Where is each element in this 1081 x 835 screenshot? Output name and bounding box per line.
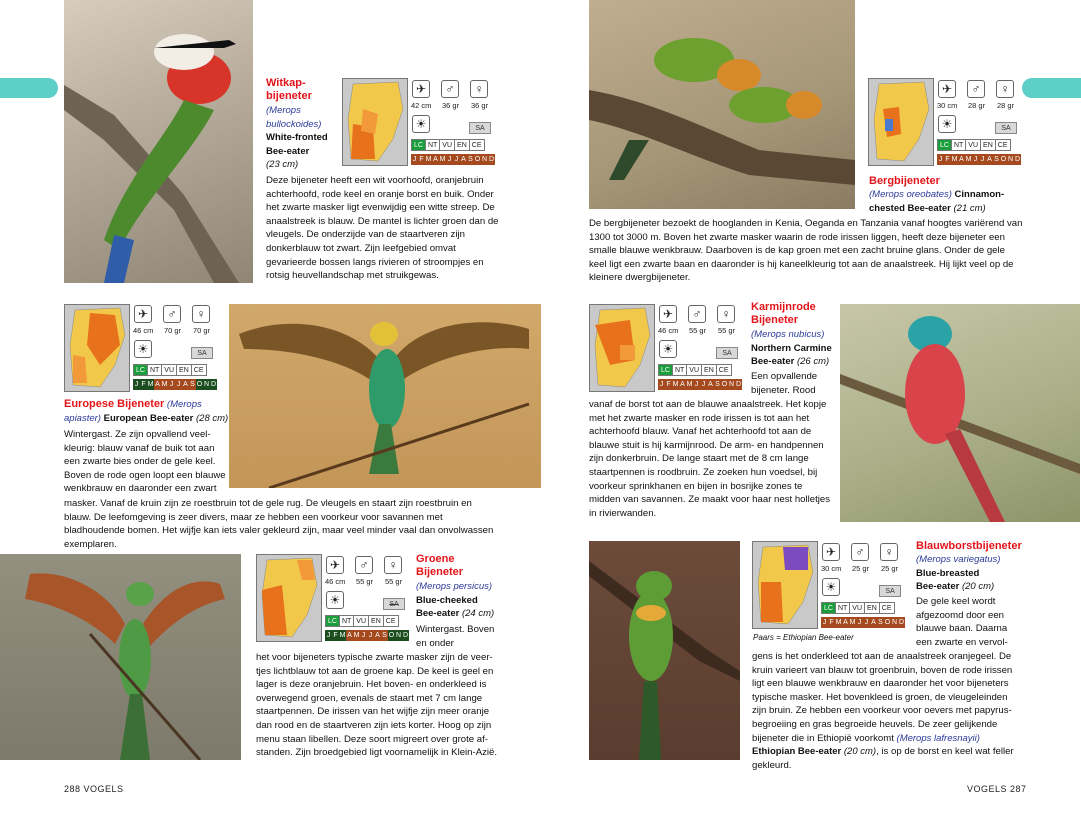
month-12: D — [1014, 156, 1021, 163]
description-groene-b: het voor bijeneters typische zwarte masker zijn de veer-tjes lichtblauw tot aan de groene kap. De keel is geel en lager is deze oranjebruin. Het boven- en onderkleed is overwegend groen, evenals de staart met 7 cm lange staartpennen. De irissen van het wijfje zijn meer oranje dan rood en de staartveren zijn iets korter. Hoog op zijn menu staan libellen. Deze soort migreert over grote af-standen. Zijn broedgebied ligt voornamelijk in Klein-Azië. — [256, 652, 498, 759]
status-lc: LC — [133, 364, 148, 376]
male-weight-value: 28 gr — [968, 101, 986, 110]
range-map-witkap — [342, 78, 408, 166]
description-blauwborst-b-text: gens is het onderkleed tot aan de anaalstreek oranjegeel. De kruin varieert van blauw tot groenbruin, boven de rode irissen ligt een blauwe wenkbrauw en daaronder het voor bijeneters typische masker. Het bovenkleed is groen, de vleugeleinden zijn bruin. Ze hebben een voorkeur voor oevers met papyrus-begroeiing en gras begroeide heuvels. De zeer gelijkende bijeneter die in Ethiopië voorkomt — [752, 651, 1013, 744]
months-groene — [325, 630, 409, 641]
months-karmijn — [658, 379, 742, 390]
status-ce: CE — [716, 364, 732, 376]
month-12: D — [402, 632, 409, 639]
male-icon: ♂ — [688, 305, 706, 323]
wingspan-value: 46 cm — [133, 326, 154, 335]
caption-poars: Paars = Ethiopian Bee-eater — [753, 633, 854, 642]
conservation-status-europese — [133, 364, 206, 376]
month-1: J — [134, 381, 139, 388]
status-ce: CE — [879, 602, 895, 614]
month-10: O — [1000, 156, 1007, 163]
month-6: J — [973, 156, 978, 163]
status-ce: CE — [995, 139, 1011, 151]
berg-names-row — [869, 188, 1019, 202]
status-vu: VU — [686, 364, 702, 376]
body-length: (20 cm) — [961, 581, 995, 593]
wingspan-icon: ✈ — [659, 305, 677, 323]
month-5: M — [353, 632, 360, 639]
scientific-name: (Merops persicus) — [416, 581, 493, 592]
wingspan-value: 42 cm — [411, 101, 432, 110]
status-en: EN — [176, 364, 192, 376]
body-length: (24 cm) — [461, 608, 495, 620]
title-line-1: Groene — [416, 553, 455, 565]
species-title-witkap — [266, 77, 312, 103]
conservation-status-witkap — [411, 139, 484, 151]
month-12: D — [210, 381, 217, 388]
description-karmijn-b: vanaf de borst tot aan de blauwe anaalstreek. Het kopje met het zwarte masker en rode irissen is tot aan het achterhoofd blauw. Vanaf het achterhoofd tot aan de blauwe stuit is hij karmijnrood. De arm- en handpennen zijn donkerbruin. De lange staart met de 8 cm lange staartpennen is roodbruin. Ze zoeken hun voedsel, bij voorkeur sprinkhanen en bijen in bosrijke zones te midden van savannen. Ze maakt voor haar nest holletjes in rivierwanden. — [589, 399, 831, 519]
body-length: (26 cm) — [796, 356, 830, 368]
month-4: A — [680, 381, 685, 388]
range-map-groene — [256, 554, 322, 642]
description-karmijn-a: Een opvallende bijeneter. Rood — [751, 371, 818, 396]
month-8: A — [375, 632, 380, 639]
wingspan-icon: ✈ — [326, 556, 344, 574]
wingspan-value: 46 cm — [325, 577, 346, 586]
month-3: M — [339, 632, 346, 639]
month-1: J — [326, 632, 331, 639]
sun-icon: ☀ — [822, 578, 840, 596]
species-header-europese — [64, 398, 229, 425]
month-1: J — [938, 156, 943, 163]
bird-illustration — [229, 304, 541, 488]
month-10: O — [884, 619, 891, 626]
english-name: European Bee-eater — [103, 412, 194, 424]
english-name-2-row — [916, 580, 1026, 594]
female-weight-value: 55 gr — [718, 326, 736, 335]
month-3: M — [835, 619, 842, 626]
footer-left: 288 VOGELS — [64, 784, 124, 794]
chapter-tab-right — [1022, 78, 1081, 98]
sa-label: SA — [469, 122, 491, 134]
month-4: A — [347, 632, 352, 639]
body-length: (28 cm) — [196, 412, 229, 424]
wingspan-icon: ✈ — [822, 543, 840, 561]
sa-label: SA — [191, 347, 213, 359]
photo-blauwborstbijeneter — [589, 541, 740, 760]
status-vu: VU — [439, 139, 455, 151]
wingspan-value: 46 cm — [658, 326, 679, 335]
description-blauwborst-end: , is op de borst en keel wat feller gekleurd. — [752, 746, 1014, 771]
female-icon: ♀ — [384, 556, 402, 574]
month-7: J — [454, 156, 459, 163]
map-shape — [753, 542, 817, 628]
female-weight-value: 28 gr — [997, 101, 1015, 110]
species-header-blauwborst — [916, 540, 1026, 594]
months-blauwborst — [821, 617, 905, 628]
month-3: M — [147, 381, 154, 388]
map-shape — [343, 79, 407, 165]
conservation-status-berg — [937, 139, 1010, 151]
female-icon: ♀ — [996, 80, 1014, 98]
month-11: N — [395, 632, 402, 639]
male-weight-value: 70 gr — [164, 326, 182, 335]
month-9: S — [190, 381, 195, 388]
month-12: D — [488, 156, 495, 163]
status-lc: LC — [821, 602, 836, 614]
species-header-berg — [869, 175, 1019, 215]
male-weight-value: 36 gr — [442, 101, 460, 110]
sa-label: SA — [383, 598, 405, 610]
month-8: A — [708, 381, 713, 388]
title-line-1: Witkap- — [266, 77, 306, 89]
month-6: J — [361, 632, 366, 639]
photo-witkap-bijeneter — [64, 0, 253, 283]
status-lc: LC — [411, 139, 426, 151]
bird-illustration — [589, 0, 855, 209]
berg-names-row-2 — [869, 202, 1019, 216]
map-shape — [65, 305, 129, 391]
month-8: A — [183, 381, 188, 388]
species-names-karmijn — [751, 328, 841, 369]
description-europese-a: Wintergast. Ze zijn opvallend veel-kleurig: blauw vanaf de buik tot aan een zwarte bies onder de gele keel. Boven de rode ogen loopt een blauwe wenkbrauw en daaronder een zwart — [64, 429, 226, 495]
month-10: O — [388, 632, 395, 639]
month-11: N — [1007, 156, 1014, 163]
status-lc: LC — [325, 615, 340, 627]
english-name-2-row — [751, 355, 841, 369]
month-2: F — [333, 632, 338, 639]
month-5: M — [849, 619, 856, 626]
photo-europese-bijeneter — [229, 304, 541, 488]
status-en: EN — [368, 615, 384, 627]
status-nt: NT — [339, 615, 354, 627]
month-9: S — [382, 632, 387, 639]
english-name-2: Bee-eater — [916, 581, 960, 593]
month-2: F — [829, 619, 834, 626]
title-line-2: Bijeneter — [751, 314, 799, 326]
description-groene-a: Wintergast. Boven en onder — [416, 624, 495, 649]
female-icon: ♀ — [470, 80, 488, 98]
month-1: J — [822, 619, 827, 626]
species-title-berg: Bergbijeneter — [869, 175, 940, 187]
conservation-status-groene — [325, 615, 398, 627]
month-2: F — [141, 381, 146, 388]
english-name-2: chested Bee-eater — [869, 202, 951, 214]
male-icon: ♂ — [967, 80, 985, 98]
wingspan-value: 30 cm — [821, 564, 842, 573]
month-7: J — [176, 381, 181, 388]
status-lc: LC — [658, 364, 673, 376]
status-en: EN — [454, 139, 470, 151]
months-witkap — [411, 154, 495, 165]
range-map-karmijn — [589, 304, 655, 392]
month-9: S — [878, 619, 883, 626]
female-weight-value: 25 gr — [881, 564, 899, 573]
status-lc: LC — [937, 139, 952, 151]
male-weight-value: 55 gr — [689, 326, 707, 335]
month-11: N — [728, 381, 735, 388]
conservation-status-karmijn — [658, 364, 731, 376]
male-icon: ♂ — [163, 305, 181, 323]
female-icon: ♀ — [717, 305, 735, 323]
month-7: J — [864, 619, 869, 626]
english-name-2: Bee-eater — [751, 356, 795, 368]
month-9: S — [468, 156, 473, 163]
map-shape — [869, 79, 933, 165]
month-4: A — [433, 156, 438, 163]
map-shape — [590, 305, 654, 391]
conservation-status-blauwborst — [821, 602, 894, 614]
female-weight-value: 36 gr — [471, 101, 489, 110]
description-blauwborst-a: De gele keel wordt afgezoomd door een blauwe baan. Daarna een zwarte en vervol- — [916, 596, 1008, 648]
ethiopian-scientific-name: (Merops lafresnayii) — [896, 732, 980, 744]
month-4: A — [155, 381, 160, 388]
sa-label: SA — [879, 585, 901, 597]
title-line-1: Karmijnrode — [751, 301, 816, 313]
species-names-groene — [416, 580, 506, 621]
female-icon: ♀ — [880, 543, 898, 561]
male-icon: ♂ — [355, 556, 373, 574]
title-line-2: bijeneter — [266, 90, 312, 102]
range-map-berg — [868, 78, 934, 166]
month-7: J — [701, 381, 706, 388]
month-4: A — [843, 619, 848, 626]
english-name: Blue-cheeked — [416, 594, 478, 606]
status-en: EN — [864, 602, 880, 614]
scientific-name: (Merops oreobates) — [869, 189, 952, 200]
month-5: M — [965, 156, 972, 163]
footer-right: VOGELS 287 — [967, 784, 1027, 794]
title-line-2: Bijeneter — [416, 566, 464, 578]
female-weight-value: 55 gr — [385, 577, 403, 586]
month-7: J — [980, 156, 985, 163]
month-5: M — [161, 381, 168, 388]
status-vu: VU — [849, 602, 865, 614]
month-8: A — [987, 156, 992, 163]
scientific-name-2: bullockoides) — [266, 118, 322, 130]
month-11: N — [203, 381, 210, 388]
month-6: J — [694, 381, 699, 388]
wingspan-value: 30 cm — [937, 101, 958, 110]
female-icon: ♀ — [192, 305, 210, 323]
map-shape — [257, 555, 321, 641]
range-map-blauwborst — [752, 541, 818, 629]
photo-groene-bijeneter — [0, 554, 241, 760]
month-10: O — [196, 381, 203, 388]
month-6: J — [169, 381, 174, 388]
month-4: A — [959, 156, 964, 163]
english-name: Blue-breasted — [916, 567, 980, 579]
month-3: M — [672, 381, 679, 388]
ethiopian-body-length: (20 cm) — [843, 746, 877, 758]
species-title-groene — [416, 553, 463, 579]
male-icon: ♂ — [851, 543, 869, 561]
sa-label: SA — [995, 122, 1017, 134]
scientific-name: (Merops variegatus) — [916, 554, 1001, 565]
description-blauwborst-b — [752, 650, 1024, 772]
ethiopian-english-name: Ethiopian Bee-eater — [752, 746, 842, 758]
status-ce: CE — [191, 364, 207, 376]
month-1: J — [659, 381, 664, 388]
months-berg — [937, 154, 1021, 165]
months-europese — [133, 379, 217, 390]
wingspan-icon: ✈ — [938, 80, 956, 98]
status-ce: CE — [469, 139, 485, 151]
month-8: A — [871, 619, 876, 626]
status-nt: NT — [672, 364, 687, 376]
month-2: F — [666, 381, 671, 388]
male-weight-value: 55 gr — [356, 577, 374, 586]
female-weight-value: 70 gr — [193, 326, 211, 335]
photo-bergbijeneter — [589, 0, 855, 209]
month-6: J — [447, 156, 452, 163]
english-name-2: Bee-eater — [266, 145, 310, 157]
status-ce: CE — [383, 615, 399, 627]
status-vu: VU — [353, 615, 369, 627]
wingspan-icon: ✈ — [134, 305, 152, 323]
body-length: (21 cm) — [953, 202, 986, 214]
bird-illustration — [0, 554, 241, 760]
sun-icon: ☀ — [326, 591, 344, 609]
species-title-blauwborst: Blauwborstbijeneter — [916, 540, 1022, 552]
month-9: S — [715, 381, 720, 388]
photo-karmijnrode-bijeneter — [840, 304, 1080, 522]
wingspan-icon: ✈ — [412, 80, 430, 98]
month-6: J — [857, 619, 862, 626]
status-nt: NT — [835, 602, 850, 614]
range-map-europese — [64, 304, 130, 392]
sun-icon: ☀ — [134, 340, 152, 358]
month-12: D — [735, 381, 742, 388]
month-3: M — [425, 156, 432, 163]
male-icon: ♂ — [441, 80, 459, 98]
english-name: White-fronted — [266, 132, 328, 144]
description-berg: De bergbijeneter bezoekt de hooglanden in Kenia, Oeganda en Tanzania vanaf hoogtes variërend van 1300 tot 3000 m. Boven het zwarte masker waarin de rode irissen liggen, heeft deze bijeneter een smalle blauwe wenkbrauw. Daarboven is de kap groen met een zacht bruine glans. Onder de gele keel ligt een zwarte baan en daaronder is hij kaneelkleurig tot aan de anaalstreek. Hij lijkt veel op de kleinere dwergbijeneter. — [589, 218, 1023, 284]
chapter-tab-left — [0, 78, 58, 98]
species-title-europese: Europese Bijeneter — [64, 398, 165, 410]
species-title-karmijn — [751, 301, 816, 327]
month-5: M — [439, 156, 446, 163]
status-nt: NT — [425, 139, 440, 151]
bird-illustration — [840, 304, 1080, 522]
english-name: Cinnamon- — [954, 189, 1005, 200]
month-7: J — [368, 632, 373, 639]
status-nt: NT — [147, 364, 162, 376]
month-10: O — [721, 381, 728, 388]
english-name-2: Bee-eater — [416, 608, 460, 620]
description-witkap: Deze bijeneter heeft een wit voorhoofd, oranjebruin achterhoofd, rode keel en oranje borst en buik. Onder het zwarte masker ligt evenwijdig een witte streep. De anaalstreek is blauw. De mantel is lichter groen dan de vleugels. De onderzijde van de staartveren zijn donkerblauw tot zwart. Zijn leefgebied omvat gevarieerde bossen langs rivieren of stroompjes en rotsig heuvellandschap met struikgewas. — [266, 175, 499, 282]
male-weight-value: 25 gr — [852, 564, 870, 573]
bird-illustration — [589, 541, 740, 760]
month-11: N — [481, 156, 488, 163]
sun-icon: ☀ — [659, 340, 677, 358]
english-name: Northern Carmine — [751, 342, 832, 354]
month-1: J — [412, 156, 417, 163]
scientific-name: (Merops apiaster) — [64, 399, 202, 424]
month-3: M — [951, 156, 958, 163]
status-vu: VU — [965, 139, 981, 151]
scientific-name: (Merops — [266, 105, 301, 116]
month-10: O — [474, 156, 481, 163]
month-11: N — [891, 619, 898, 626]
species-names-witkap — [266, 104, 342, 172]
month-12: D — [898, 619, 905, 626]
sun-icon: ☀ — [938, 115, 956, 133]
sa-label: SA — [716, 347, 738, 359]
month-9: S — [994, 156, 999, 163]
month-2: F — [945, 156, 950, 163]
month-8: A — [461, 156, 466, 163]
english-name-2-row — [416, 607, 506, 621]
bird-illustration — [64, 0, 253, 283]
status-vu: VU — [161, 364, 177, 376]
description-europese-b: masker. Vanaf de kruin zijn ze roestbruin tot de gele rug. De vleugels en staart zijn roestbruin en blauw. De leefomgeving is zeer divers, maar ze hebben een voorkeur voor savannen met bladhoudende bomen. Het wijfje kan iets valer gekleurd zijn, maar veel minder vaal dan onvolwassen exemplaren. — [64, 498, 494, 550]
month-5: M — [686, 381, 693, 388]
status-en: EN — [701, 364, 717, 376]
status-en: EN — [980, 139, 996, 151]
month-2: F — [419, 156, 424, 163]
status-nt: NT — [951, 139, 966, 151]
sun-icon: ☀ — [412, 115, 430, 133]
body-length: (23 cm) — [266, 159, 299, 171]
scientific-name: (Merops nubicus) — [751, 329, 825, 340]
